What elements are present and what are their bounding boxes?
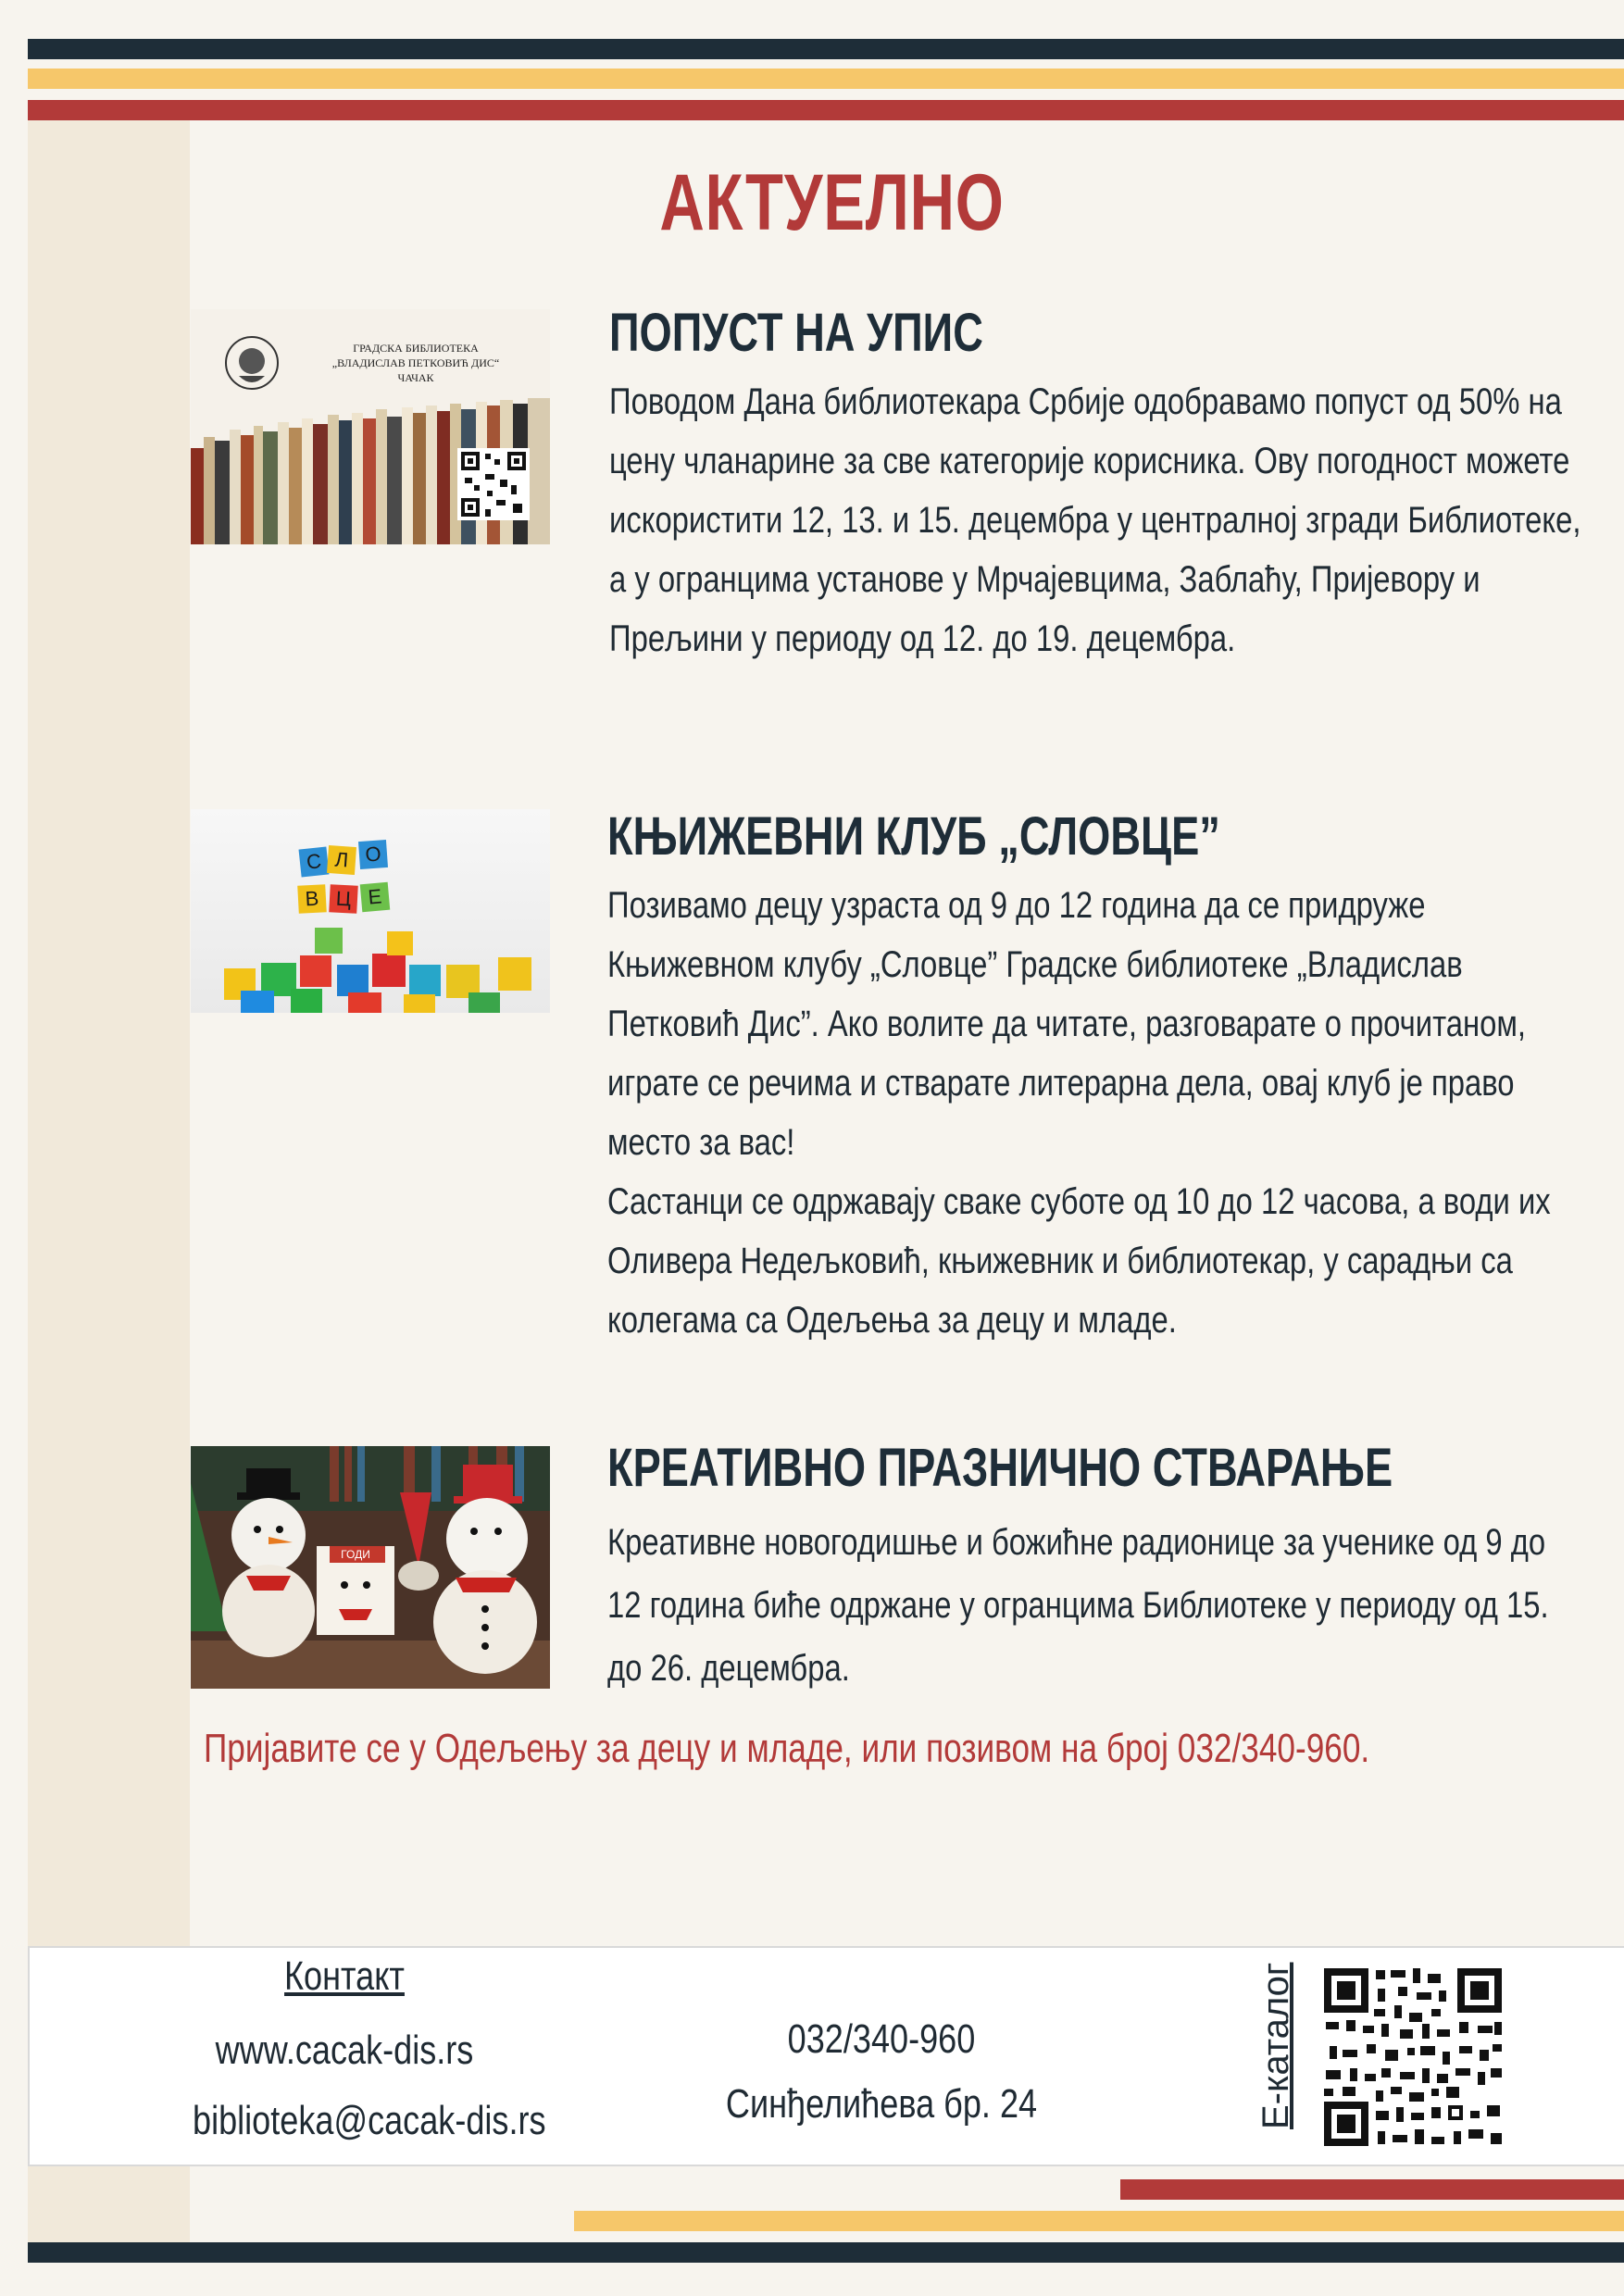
body-line: Оливера Недељковић, књижевник и библиотекар, у сарадњи са: [607, 1241, 1513, 1281]
body-line: Поводом Дана библиотекара Србије одобравамо попуст од 50% на: [609, 381, 1562, 422]
top-navy-bar: [28, 39, 1624, 59]
website-link[interactable]: www.cacak-dis.rs: [215, 2028, 474, 2073]
bottom-navy-bar: [28, 2242, 1624, 2263]
snowmen-illustration: [191, 1446, 550, 1689]
contact-footer: [28, 1946, 1624, 2166]
cube-letter: С: [299, 847, 330, 878]
body-line: Позивамо децу узраста од 9 до 12 година да се придруже: [607, 885, 1426, 926]
left-decorative-strip: [28, 120, 190, 2250]
body-line: Креативне новогодишње и божићне радионице за ученике од 9 до: [607, 1522, 1546, 1563]
body-line: место за вас!: [607, 1122, 795, 1163]
body-line: цену чланарине за све категорије корисника. Ову погодност можете: [609, 441, 1570, 481]
body-line: Прељини у периоду од 12. до 19. децембра.: [609, 618, 1236, 659]
library-logo-text: ГРАДСКА БИБЛИОТЕКА „ВЛАДИСЛАВ ПЕТКОВИЋ ДИС“ ЧАЧАК: [331, 342, 500, 384]
cube-letter: Л: [327, 845, 356, 875]
cube-letter: Е: [360, 882, 391, 913]
top-gold-bar: [28, 69, 1624, 89]
cube-letter: В: [297, 884, 327, 914]
library-books-image: [191, 309, 550, 544]
contact-label: Контакт: [284, 1953, 405, 1999]
e-catalog-qr-code[interactable]: [1320, 1965, 1505, 2150]
street-address: Синђелићева бр. 24: [725, 2081, 1038, 2127]
gift-sign-text: ГОДИ: [341, 1548, 370, 1561]
body-line: Књижевном клубу „Словце” Градске библиотеке „Владислав: [607, 944, 1463, 985]
top-red-bar: [28, 100, 1624, 120]
section-title-discount: ПОПУСТ НА УПИС: [609, 303, 983, 363]
body-line: колегама са Одељења за децу и младе.: [607, 1300, 1177, 1341]
body-line: Састанци се одржавају сваке суботе од 10 до 12 часова, а води их: [607, 1181, 1551, 1222]
body-line: играте се речима и стварате литерарна дела, овај клуб је право: [607, 1063, 1515, 1104]
section-body-club: [607, 876, 1551, 1350]
body-line: искористити 12, 13. и 15. децембра у централној згради Библиотеке,: [609, 500, 1581, 541]
section-body-discount: [609, 372, 1580, 668]
body-line: 12 година биће одржане у огранцима Библиотеке у периоду од 15.: [607, 1585, 1549, 1626]
email-link[interactable]: biblioteka@cacak-dis.rs: [193, 2098, 546, 2143]
body-line: Петковић Дис”. Ако волите да читате, разговарате о прочитаном,: [607, 1004, 1527, 1044]
registration-call-to-action: Пријавите се у Одељењу за децу и младе, или позивом на број 032/340-960.: [204, 1726, 1370, 1771]
qr-code-icon: [1320, 1965, 1505, 2150]
snowmen-crafts-image: [191, 1446, 550, 1689]
section-title-creative: КРЕАТИВНО ПРАЗНИЧНО СТВАРАЊЕ: [607, 1438, 1393, 1498]
cube-letter: Ц: [329, 884, 358, 914]
bottom-gold-bar: [574, 2211, 1624, 2231]
page-title: АКТУЕЛНО: [659, 158, 1005, 247]
bottom-red-bar: [1120, 2179, 1624, 2200]
cube-letter: О: [358, 840, 388, 869]
section-title-club: КЊИЖЕВНИ КЛУБ „СЛОВЦЕ”: [607, 806, 1220, 867]
section-body-creative: [607, 1511, 1549, 1700]
phone-number: 032/340-960: [787, 2016, 976, 2062]
letter-cubes-image: [191, 809, 550, 1013]
body-line: а у огранцима установе у Мрчајевцима, Заблаћу, Пријевору и: [609, 559, 1480, 600]
body-line: до 26. децембра.: [607, 1648, 850, 1689]
e-catalog-label: Е-каталог: [1255, 1962, 1296, 2129]
